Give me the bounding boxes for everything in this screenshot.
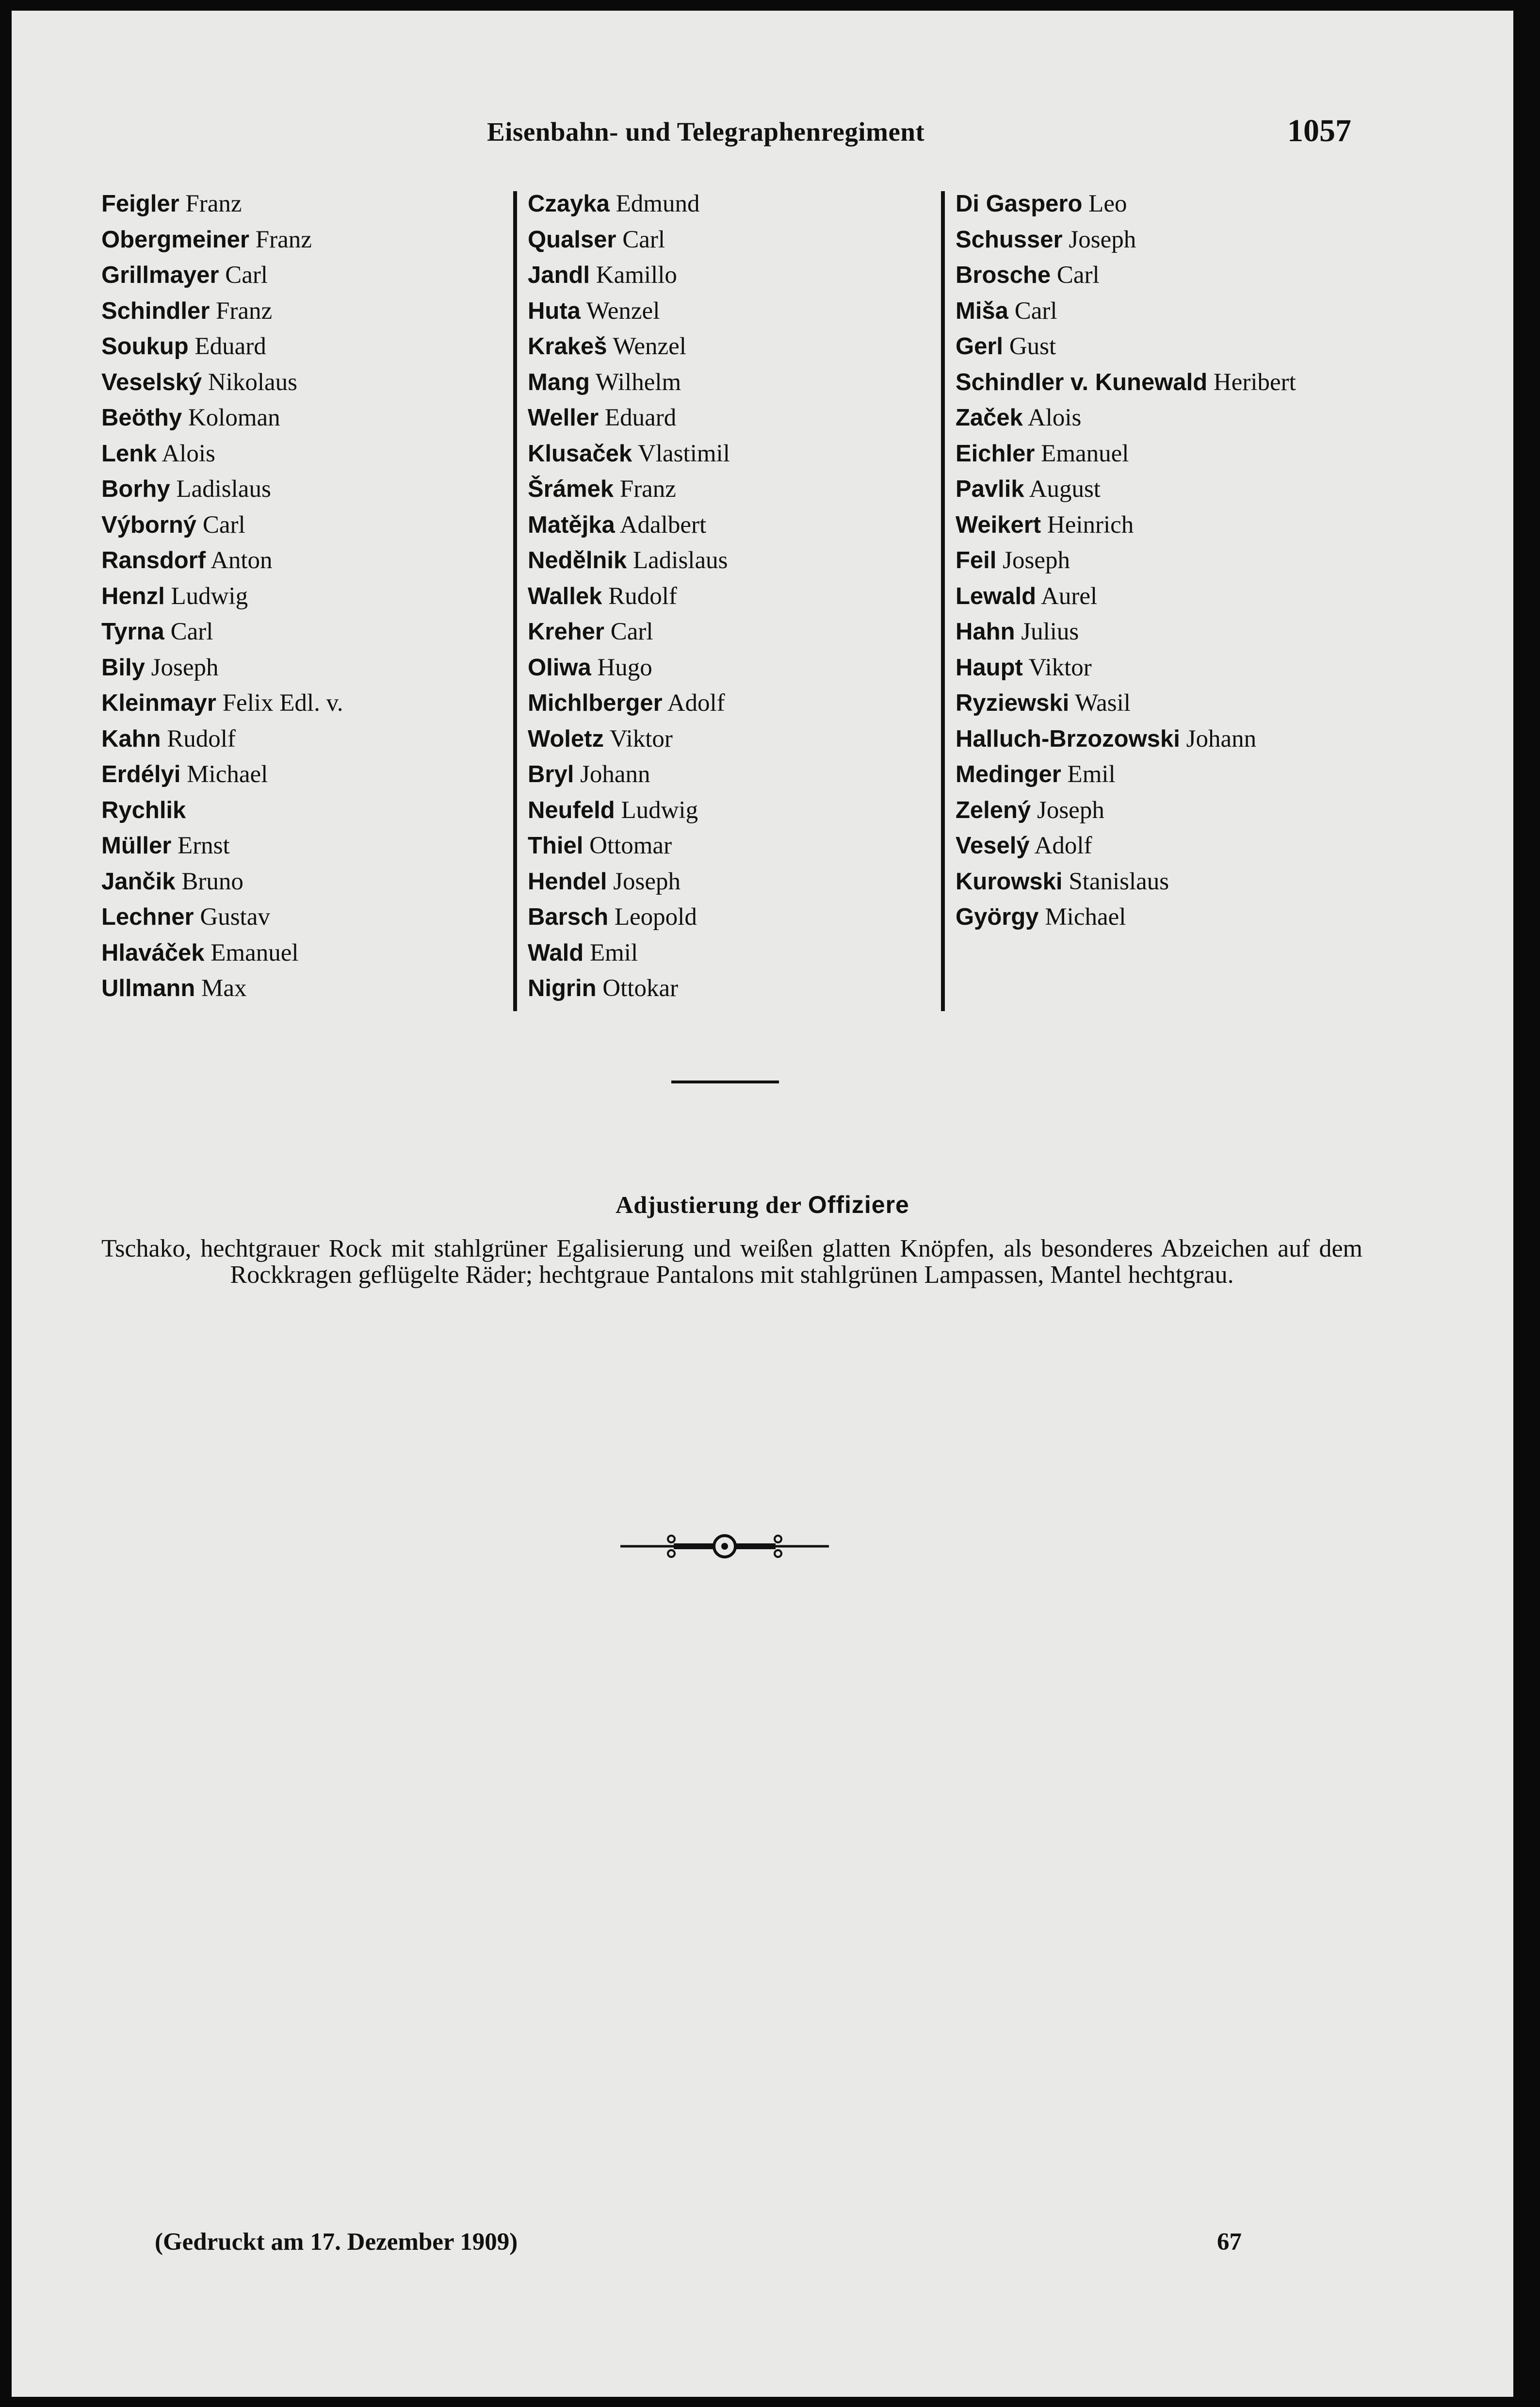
surname: Soukup (101, 333, 189, 360)
name-entry (528, 614, 730, 650)
name-entry (101, 294, 343, 329)
name-entry (528, 721, 730, 757)
name-entry (101, 365, 343, 401)
name-entry (528, 186, 730, 222)
surname: Erdélyi (101, 761, 181, 787)
given-name: Koloman (188, 404, 280, 431)
surname: Hahn (956, 619, 1015, 645)
surname: Jančik (101, 868, 176, 895)
given-name: August (1029, 475, 1101, 503)
sheet-signature: 67 (1217, 2228, 1242, 2256)
given-name: Franz (255, 226, 312, 253)
surname: Feigler (101, 191, 179, 217)
surname: Michlberger (528, 690, 663, 716)
surname: Výborný (101, 511, 197, 538)
name-entry (956, 222, 1296, 258)
name-entry (101, 757, 343, 793)
name-entry (528, 935, 730, 971)
name-entry (528, 222, 730, 258)
name-entry (101, 186, 343, 222)
surname: Haupt (956, 654, 1023, 681)
section-separator (671, 1081, 779, 1083)
given-name: Ernst (178, 832, 230, 859)
given-name: Carl (170, 618, 213, 645)
surname: Jandl (528, 262, 590, 288)
given-name: Carl (1056, 262, 1100, 289)
name-entry (101, 686, 343, 721)
name-entry (101, 828, 343, 864)
name-entry (528, 971, 730, 1007)
given-name: Emanuel (1041, 440, 1129, 467)
surname: Veselý (956, 833, 1030, 859)
name-entry (956, 329, 1296, 365)
given-name: Eduard (604, 404, 677, 431)
name-entry (956, 436, 1296, 472)
given-name: Michael (187, 761, 268, 788)
given-name: Nikolaus (208, 368, 298, 396)
name-entry (528, 579, 730, 615)
surname: Schusser (956, 226, 1063, 253)
surname: Schindler v. Kunewald (956, 369, 1208, 395)
surname: Rychlik (101, 797, 186, 823)
surname: Kahn (101, 725, 161, 752)
surname: Borhy (101, 476, 170, 502)
given-name: Wenzel (586, 297, 660, 325)
surname: Lenk (101, 440, 157, 467)
surname: Weller (528, 405, 599, 431)
given-name: Wenzel (613, 333, 686, 360)
surname: Veselský (101, 369, 202, 395)
name-entry (101, 614, 343, 650)
surname: Kurowski (956, 868, 1063, 895)
given-name: Adalbert (619, 511, 707, 539)
surname: Wallek (528, 583, 602, 609)
name-entry (528, 757, 730, 793)
name-entry (956, 543, 1296, 579)
surname: Zelený (956, 797, 1031, 823)
surname: Henzl (101, 583, 165, 609)
surname: Mang (528, 369, 590, 395)
given-name: Stanislaus (1069, 868, 1169, 895)
given-name: Wasil (1075, 689, 1131, 717)
name-entry (528, 864, 730, 900)
surname: Krakeš (528, 333, 607, 360)
given-name: Carl (622, 226, 665, 253)
surname: Ryziewski (956, 690, 1070, 716)
surname: Beöthy (101, 405, 182, 431)
surname: Gerl (956, 333, 1004, 360)
name-entry (528, 793, 730, 829)
surname: Thiel (528, 833, 584, 859)
given-name: Heinrich (1047, 511, 1134, 539)
given-name: Franz (216, 297, 273, 325)
name-column-1 (101, 186, 343, 1007)
section-heading-tail: Offiziere (808, 1191, 909, 1218)
print-date: (Gedruckt am 17. Dezember 1909) (155, 2228, 518, 2256)
name-entry (956, 294, 1296, 329)
name-entry (528, 508, 730, 543)
surname: Feil (956, 547, 997, 573)
given-name: Max (201, 975, 247, 1002)
given-name: Gustav (200, 903, 270, 931)
surname: Brosche (956, 262, 1051, 288)
name-entry (528, 400, 730, 436)
name-entry (101, 935, 343, 971)
name-entry (528, 543, 730, 579)
surname: Kleinmayr (101, 690, 216, 716)
given-name: Alois (1027, 404, 1082, 431)
given-name: Felix Edl. v. (222, 689, 343, 717)
surname: Bryl (528, 761, 574, 787)
name-entry (956, 579, 1296, 615)
section-heading (12, 1191, 1513, 1219)
name-entry (956, 686, 1296, 721)
name-entry (956, 864, 1296, 900)
name-entry (956, 757, 1296, 793)
name-entry (101, 472, 343, 508)
surname: Začek (956, 405, 1023, 431)
surname: Czayka (528, 191, 610, 217)
surname: Obergmeiner (101, 226, 249, 253)
given-name: Emil (1067, 761, 1116, 788)
surname: Šrámek (528, 476, 614, 502)
surname: Pavlik (956, 476, 1024, 502)
given-name: Anton (211, 547, 273, 574)
name-entry (101, 650, 343, 686)
surname: Kreher (528, 619, 604, 645)
given-name: Aurel (1041, 582, 1098, 610)
given-name: Ladislaus (632, 547, 728, 574)
name-entry (956, 258, 1296, 294)
surname: Woletz (528, 725, 604, 752)
given-name: Leo (1088, 190, 1127, 217)
surname: Miša (956, 297, 1008, 324)
given-name: Johann (1186, 725, 1257, 753)
surname: Schindler (101, 297, 210, 324)
given-name: Emil (589, 939, 638, 966)
given-name: Leopold (614, 903, 697, 931)
given-name: Franz (619, 475, 676, 503)
given-name: Julius (1021, 618, 1079, 645)
column-divider (513, 191, 517, 1011)
name-entry (528, 686, 730, 721)
given-name: Johann (580, 761, 650, 788)
name-entry (528, 258, 730, 294)
given-name: Carl (202, 511, 245, 539)
surname: Nedělnik (528, 547, 627, 573)
name-entry (101, 864, 343, 900)
given-name: Wilhelm (595, 368, 681, 396)
given-name: Rudolf (608, 582, 677, 610)
name-entry (101, 579, 343, 615)
name-column-3 (956, 186, 1296, 935)
name-entry (101, 436, 343, 472)
given-name: Ludwig (171, 582, 248, 610)
name-entry (956, 472, 1296, 508)
name-entry (101, 329, 343, 365)
surname: Matějka (528, 511, 615, 538)
given-name: Joseph (1003, 547, 1070, 574)
surname: Hlaváček (101, 939, 205, 966)
name-entry (101, 793, 343, 829)
surname: Di Gaspero (956, 191, 1083, 217)
given-name: Ladislaus (176, 475, 271, 503)
surname: György (956, 904, 1039, 930)
name-entry (528, 365, 730, 401)
given-name: Michael (1045, 903, 1126, 931)
given-name: Rudolf (167, 725, 236, 753)
name-entry (101, 222, 343, 258)
given-name: Vlastimil (638, 440, 730, 467)
running-head: Eisenbahn- und Telegraphenregiment (487, 117, 925, 147)
surname: Wald (528, 939, 584, 966)
name-entry (956, 365, 1296, 401)
given-name: Alois (162, 440, 215, 467)
name-entry (101, 508, 343, 543)
given-name: Joseph (151, 654, 219, 681)
given-name: Edmund (616, 190, 700, 217)
name-entry (101, 900, 343, 935)
surname: Qualser (528, 226, 616, 253)
surname: Oliwa (528, 654, 591, 681)
surname: Ransdorf (101, 547, 206, 573)
ornament-divider-icon (620, 1529, 829, 1563)
section-heading-lead: Adjustierung der (616, 1191, 802, 1218)
given-name: Kamillo (596, 262, 677, 289)
given-name: Ludwig (621, 796, 698, 824)
uniform-description: Tschako, hechtgrauer Rock mit stahlgrüner Egalisierung und weißen glatten Knöpfen, als besonderes Abzeichen auf dem Rockkragen geflügelte Räder; hechtgraue Pantalons mit stahlgrünen Lampassen, Mantel hechtgrau. (101, 1235, 1362, 1289)
surname: Halluch-Brzozowski (956, 725, 1180, 752)
name-column-2 (528, 186, 730, 1007)
document-page (12, 11, 1513, 2397)
given-name: Emanuel (211, 939, 299, 966)
surname: Barsch (528, 904, 609, 930)
given-name: Viktor (609, 725, 673, 753)
given-name: Franz (185, 190, 242, 217)
name-entry (101, 721, 343, 757)
surname: Klusaček (528, 440, 632, 467)
given-name: Adolf (1034, 832, 1092, 859)
surname: Weikert (956, 511, 1041, 538)
name-entry (956, 900, 1296, 935)
page-number: 1057 (1287, 113, 1351, 148)
surname: Medinger (956, 761, 1061, 787)
surname: Huta (528, 297, 581, 324)
name-entry (101, 543, 343, 579)
surname: Lewald (956, 583, 1037, 609)
surname: Nigrin (528, 975, 597, 1001)
column-divider (941, 191, 945, 1011)
given-name: Carl (1014, 297, 1057, 325)
surname: Bily (101, 654, 145, 681)
given-name: Viktor (1028, 654, 1092, 681)
name-entry (101, 971, 343, 1007)
given-name: Bruno (181, 868, 243, 895)
given-name: Eduard (195, 333, 266, 360)
surname: Grillmayer (101, 262, 219, 288)
name-entry (956, 186, 1296, 222)
name-entry (528, 650, 730, 686)
surname: Neufeld (528, 797, 615, 823)
surname: Eichler (956, 440, 1035, 467)
name-entry (528, 436, 730, 472)
surname: Lechner (101, 904, 194, 930)
given-name: Adolf (667, 689, 725, 717)
given-name: Ottokar (602, 975, 679, 1002)
given-name: Carl (610, 618, 653, 645)
name-entry (528, 828, 730, 864)
given-name: Joseph (1069, 226, 1136, 253)
given-name: Joseph (613, 868, 681, 895)
name-entry (956, 721, 1296, 757)
name-entry (101, 400, 343, 436)
name-entry (528, 900, 730, 935)
name-entry (528, 472, 730, 508)
given-name: Gust (1009, 333, 1056, 360)
name-entry (101, 258, 343, 294)
given-name: Hugo (597, 654, 652, 681)
name-entry (956, 614, 1296, 650)
surname: Hendel (528, 868, 607, 895)
name-entry (528, 329, 730, 365)
given-name: Ottomar (589, 832, 672, 859)
surname: Müller (101, 833, 172, 859)
name-entry (528, 294, 730, 329)
name-entry (956, 828, 1296, 864)
name-entry (956, 400, 1296, 436)
name-entry (956, 793, 1296, 829)
name-entry (956, 650, 1296, 686)
name-entry (956, 508, 1296, 543)
given-name: Heribert (1213, 368, 1296, 396)
surname: Tyrna (101, 619, 164, 645)
given-name: Joseph (1037, 796, 1104, 824)
surname: Ullmann (101, 975, 195, 1001)
given-name: Carl (225, 262, 268, 289)
